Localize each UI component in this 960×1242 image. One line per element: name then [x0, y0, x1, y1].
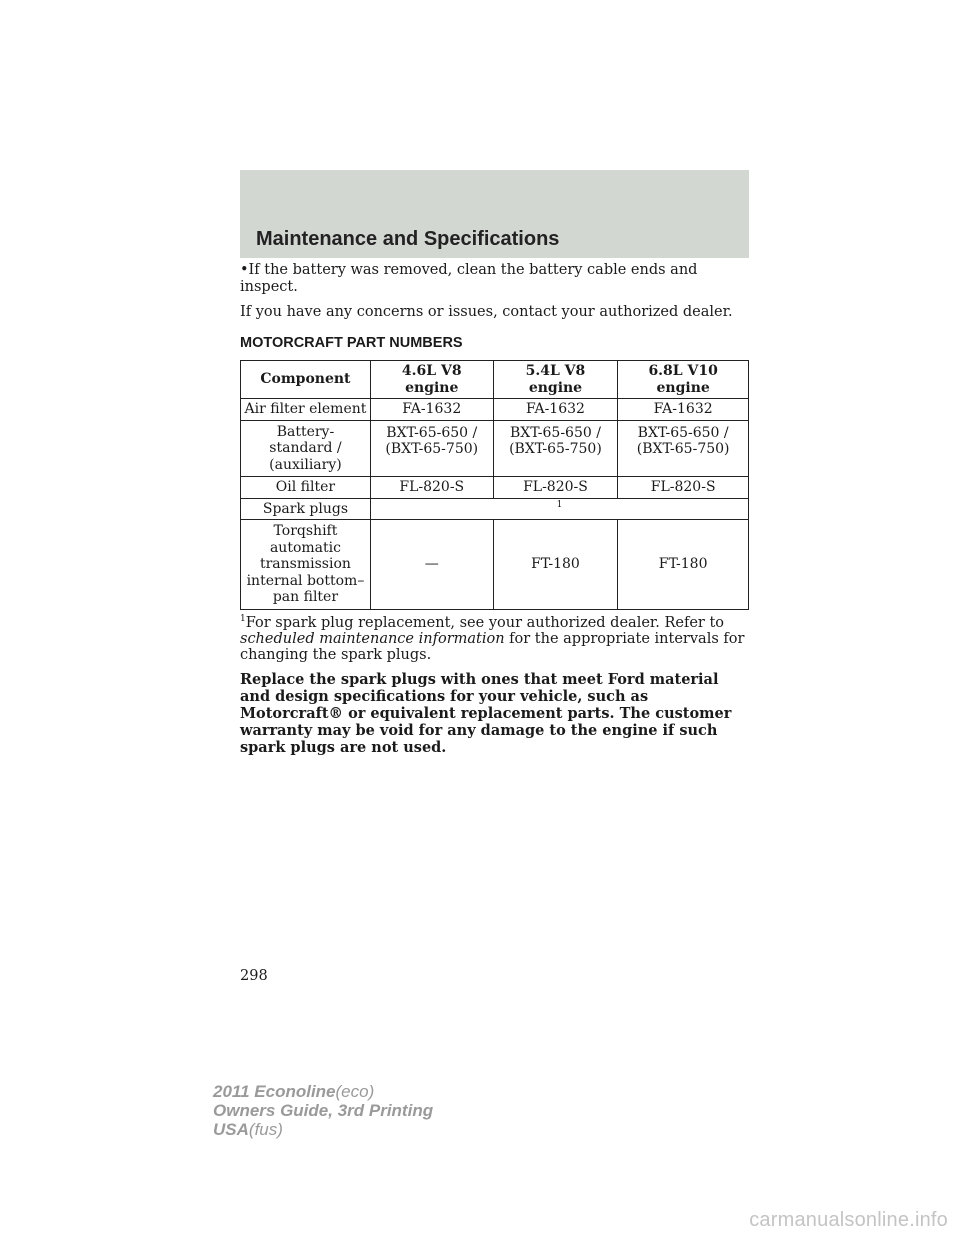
- footnote-text: For spark plug replacement, see your authorized dealer. Refer to: [245, 614, 725, 631]
- table-cell: FT-180: [618, 520, 749, 610]
- column-header: 5.4L V8 engine: [493, 361, 618, 399]
- warning-paragraph: Replace the spark plugs with ones that meet Ford material and design specifications for your vehicle, such as Motorcraft® or equivalent replacement parts. The customer warranty may be void for any damage to the engine if such spark plugs are not used.: [240, 670, 732, 756]
- table-cell: FA-1632: [370, 399, 493, 421]
- footnote: [240, 615, 749, 663]
- table-cell: BXT-65-650 / (BXT-65-750): [493, 420, 618, 477]
- document-footer: [213, 1082, 433, 1139]
- footer-model-code: (eco): [335, 1082, 375, 1101]
- column-header: 6.8L V10 engine: [618, 361, 749, 399]
- table-cell: FA-1632: [493, 399, 618, 421]
- section-title: Maintenance and Specifications: [256, 228, 560, 250]
- footer-model: 2011 Econoline: [213, 1082, 336, 1101]
- parts-table: [240, 360, 749, 610]
- table-cell: Torqshift automatic transmission internal bottom–pan filter: [241, 520, 371, 610]
- page-number: 298: [240, 968, 268, 984]
- footnote-reference: 1: [370, 498, 748, 520]
- footer-guide: Owners Guide, 3rd Printing: [213, 1101, 434, 1120]
- table-cell: FL-820-S: [618, 477, 749, 499]
- paragraph: If you have any concerns or issues, contact your authorized dealer.: [240, 304, 733, 320]
- table-cell: FA-1632: [618, 399, 749, 421]
- bullet-item: •If the battery was removed, clean the battery cable ends and inspect.: [240, 262, 698, 295]
- table-row: [241, 498, 749, 520]
- page-content: [240, 262, 749, 756]
- table-row: [241, 520, 749, 610]
- table-cell: FT-180: [493, 520, 618, 610]
- table-cell: FL-820-S: [493, 477, 618, 499]
- footnote-text-continued: for the appropriate intervals for changing the spark plugs.: [240, 630, 745, 663]
- watermark: carmanualsonline.info: [749, 1209, 948, 1231]
- table-cell: Battery-standard / (auxiliary): [241, 420, 371, 477]
- section-heading: MOTORCRAFT PART NUMBERS: [240, 335, 463, 351]
- table-cell: BXT-65-650 / (BXT-65-750): [618, 420, 749, 477]
- table-row: [241, 399, 749, 421]
- column-header: Component: [241, 361, 371, 399]
- table-row: [241, 420, 749, 477]
- table-cell: —: [370, 520, 493, 610]
- table-row: [241, 477, 749, 499]
- table-cell: BXT-65-650 / (BXT-65-750): [370, 420, 493, 477]
- table-cell: Oil filter: [241, 477, 371, 499]
- footnote-italic-reference: scheduled maintenance information: [240, 630, 505, 647]
- footer-market-code: (fus): [248, 1120, 283, 1139]
- column-header: 4.6L V8 engine: [370, 361, 493, 399]
- footer-market: USA: [213, 1120, 249, 1139]
- table-header-row: [241, 361, 749, 399]
- footnote-marker: 1: [240, 613, 246, 624]
- table-cell: FL-820-S: [370, 477, 493, 499]
- table-cell: Spark plugs: [241, 498, 371, 520]
- table-cell: Air filter element: [241, 399, 371, 421]
